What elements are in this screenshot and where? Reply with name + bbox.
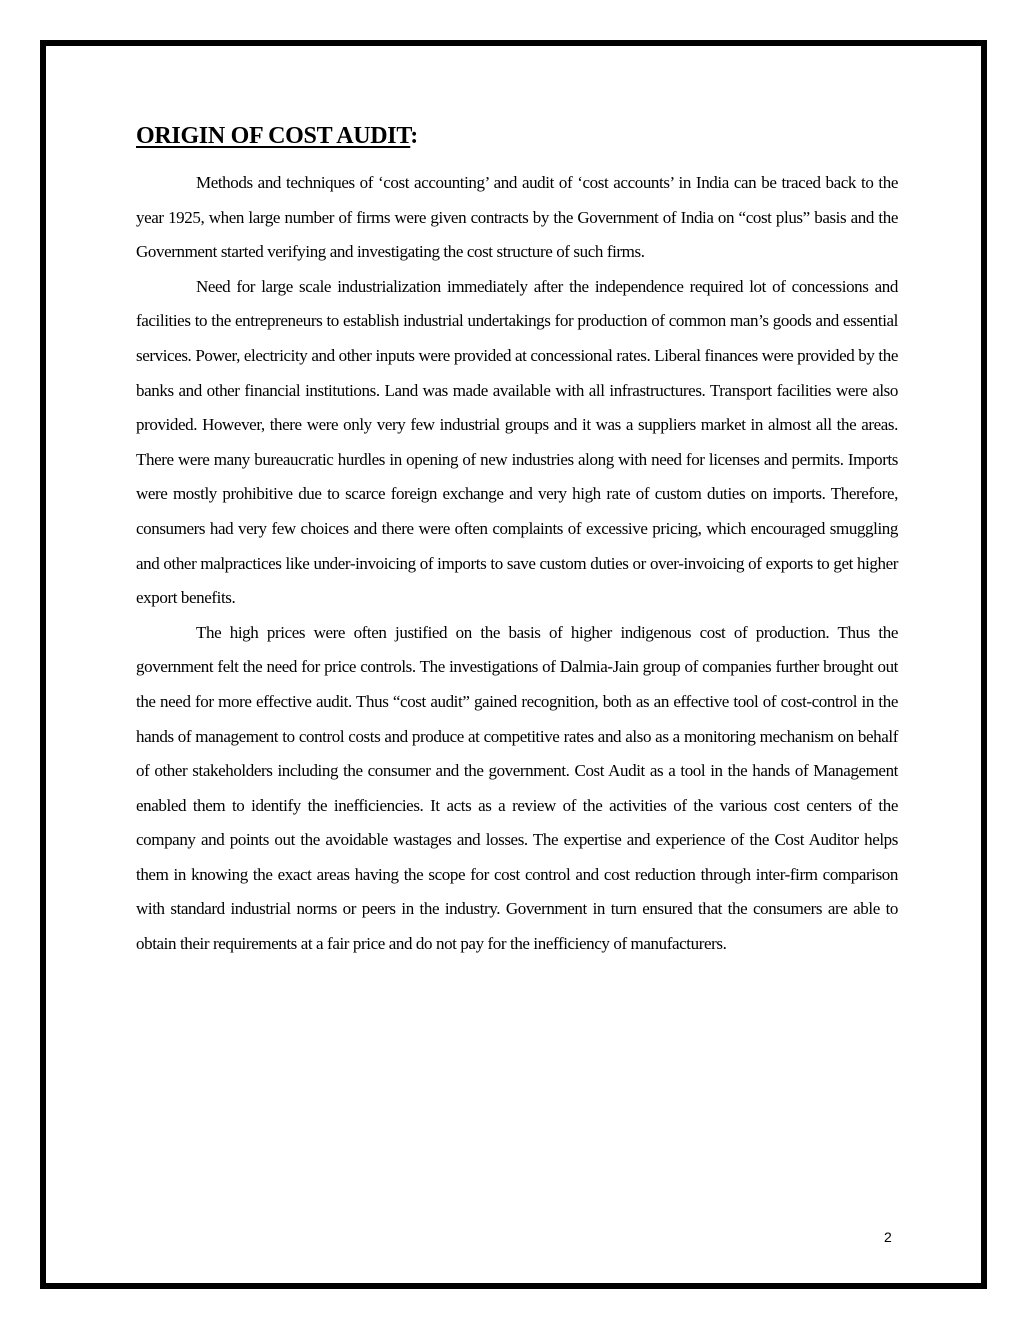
document-body: [136, 116, 898, 962]
section-heading: [136, 116, 898, 156]
paragraph-origin: Methods and techniques of ‘cost accounting’ and audit of ‘cost accounts’ in India can be traced back to the year 1925, when large number of firms were given contracts by the Government of India on “cost plus” basis and the Government started verifying and investigating the cost structure of such firms.: [136, 173, 898, 262]
page-number: 2: [884, 1229, 892, 1245]
section-heading-colon: :: [410, 123, 418, 149]
paragraph-industrialization: Need for large scale industrialization immediately after the independence required lot of concessions and facilities to the entrepreneurs to establish industrial undertakings for production of common man’s goods and essential services. Power, electricity and other inputs were provided at concessional rates. Liberal finances were provided by the banks and other financial institutions. Land was made available with all infrastructures. Transport facilities were also provided. However, there were only very few industrial groups and it was a suppliers market in almost all the areas. There were many bureaucratic hurdles in opening of new industries along with need for licenses and permits. Imports were mostly prohibitive due to scarce foreign exchange and very high rate of custom duties on imports. Therefore, consumers had very few choices and there were often complaints of excessive pricing, which encouraged smuggling and other malpractices like under-invoicing of imports to save custom duties or over-invoicing of exports to get higher export benefits.: [136, 276, 898, 608]
section-heading-text: ORIGIN OF COST AUDIT: [136, 123, 411, 149]
paragraph-price-controls: The high prices were often justified on the basis of higher indigenous cost of production. Thus the government felt the need for price controls. The investigations of Dalmia-Jain group of companies further brought out the need for more effective audit. Thus “cost audit” gained recognition, both as an effective tool of cost-control in the hands of management to control costs and produce at competitive rates and also as a monitoring mechanism on behalf of other stakeholders including the consumer and the government. Cost Audit as a tool in the hands of Management enabled them to identify the inefficiencies. It acts as a review of the activities of the various cost centers of the company and points out the avoidable wastages and losses. The expertise and experience of the Cost Auditor helps them in knowing the exact areas having the scope for cost control and cost reduction through inter-firm comparison with standard industrial norms or peers in the industry. Government in turn ensured that the consumers are able to obtain their requirements at a fair price and do not pay for the inefficiency of manufacturers.: [136, 622, 898, 954]
